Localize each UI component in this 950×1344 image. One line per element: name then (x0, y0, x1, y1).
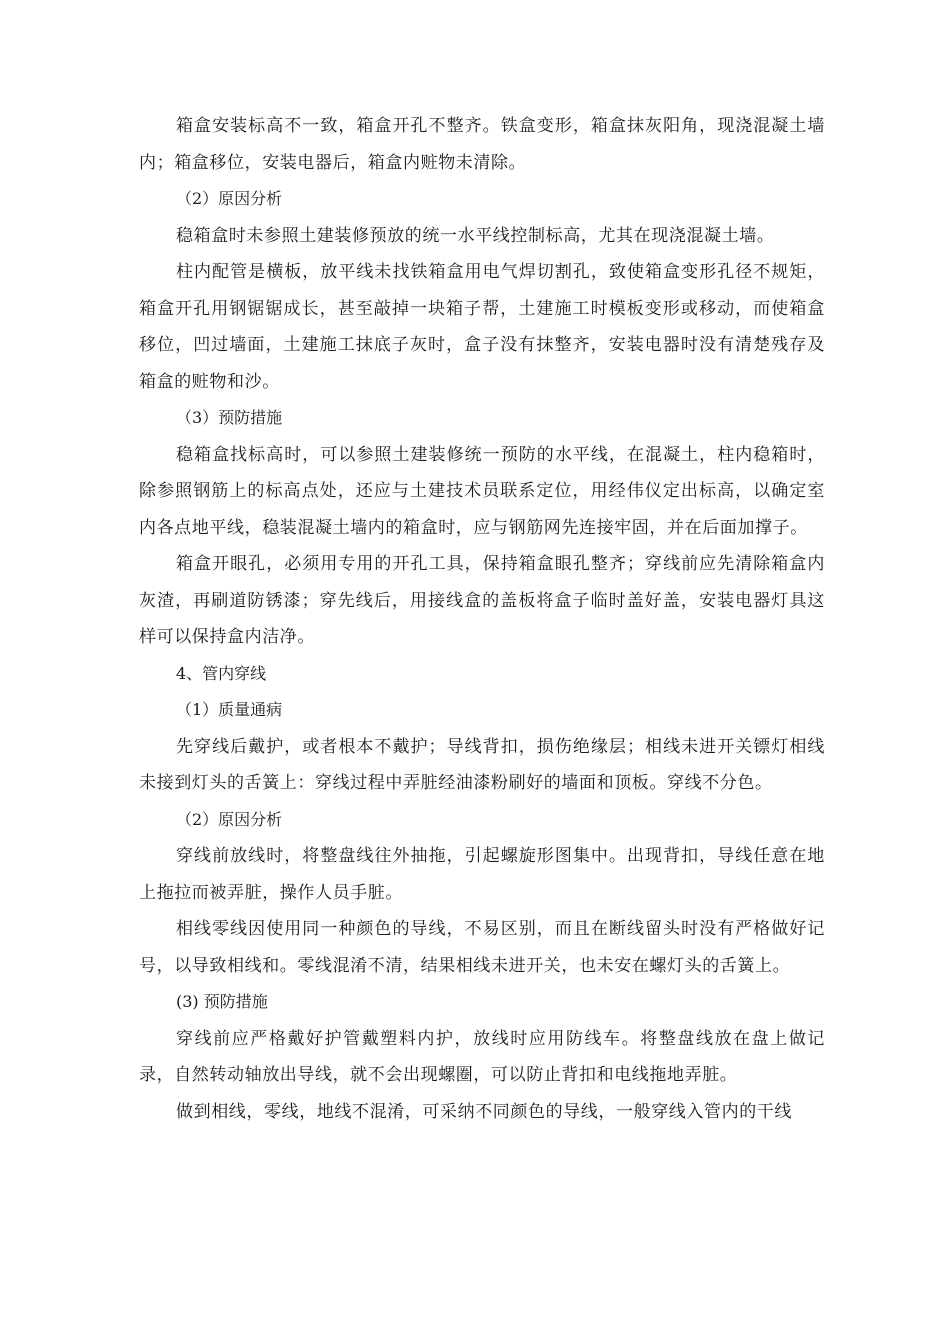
section-heading: (3) 预防措施 (176, 992, 268, 1011)
paragraph: 做到相线，零线，地线不混淆，可采纳不同颜色的导线，一般穿线入管内的干线 (176, 1101, 792, 1122)
paragraph: 箱盒安装标高不一致，箱盒开孔不整齐。铁盒变形，箱盒抹灰阳角，现浇混凝土墙内；箱盒移位，安装电器后，箱盒内赃物未清除。 (139, 116, 825, 173)
paragraph: 稳箱盒找标高时，可以参照土建装修统一预防的水平线，在混凝土，柱内稳箱时，除参照钢筋上的标高点处，还应与土建技术员联系定位，用经伟仪定出标高，以确定室内各点地平线，稳装混凝土墙内的箱盒时，应与钢筋网先连接牢固，并在后面加撑子。 (139, 444, 825, 538)
section-heading: （3）预防措施 (176, 408, 283, 427)
paragraph: 箱盒开眼孔，必须用专用的开孔工具，保持箱盒眼孔整齐；穿线前应先清除箱盒内灰渣，再刷道防锈漆；穿先线后，用接线盒的盖板将盒子临时盖好盖，安装电器灯具这样可以保持盒内洁净。 (139, 554, 825, 647)
paragraph: 穿线前放线时，将整盘线往外抽拖，引起螺旋形图集中。出现背扣，导线任意在地上拖拉而被弄脏，操作人员手脏。 (139, 846, 825, 903)
section-heading: （1）质量通病 (176, 700, 283, 719)
paragraph: 相线零线因使用同一种颜色的导线，不易区别，而且在断线留头时没有严格做好记号，以导致相线和。零线混淆不清，结果相线未进开关，也未安在螺灯头的舌簧上。 (139, 919, 825, 976)
section-heading: 4、管内穿线 (176, 663, 267, 683)
section-heading: （2）原因分析 (176, 189, 283, 208)
paragraph: 穿线前应严格戴好护管戴塑料内护，放线时应用防线车。将整盘线放在盘上做记录，自然转动轴放出导线，就不会出现螺圈，可以防止背扣和电线拖地弄脏。 (139, 1028, 825, 1085)
section-heading: （2）原因分析 (176, 809, 283, 829)
paragraph: 先穿线后戴护，或者根本不戴护；导线背扣，损伤绝缘层；相线未进开关镖灯相线未接到灯头的舌簧上：穿线过程中弄脏经油漆粉刷好的墙面和顶板。穿线不分色。 (139, 736, 825, 793)
paragraph: 柱内配管是横板，放平线未找铁箱盒用电气焊切割孔，致使箱盒变形孔径不规矩，箱盒开孔用钢锯锯成长，甚至敲掉一块箱子帮，土建施工时模板变形或移动，而使箱盒移位，凹过墙面，土建施工抹底子灰时，盒子没有抹整齐，安装电器时没有清楚残存及箱盒的赃物和沙。 (139, 262, 825, 392)
paragraph: 稳箱盒时未参照土建装修预放的统一水平线控制标高，尤其在现浇混凝土墙。 (176, 225, 775, 246)
document-page (139, 108, 825, 1130)
